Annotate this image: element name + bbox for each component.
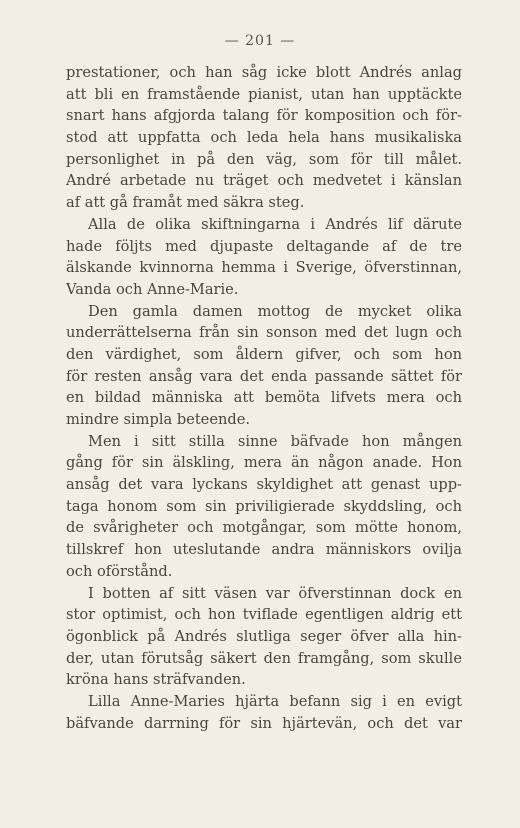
text-line: taga honom som sin priviligierade skyddsling, och [66,497,462,515]
text-line: Lilla Anne-Maries hjärta befann sig i en evigt [88,692,462,710]
text-line: Alla de olika skiftningarna i Andrés lif därute [88,215,462,233]
text-line: Vanda och Anne-Marie. [66,280,239,298]
text-line: André arbetade nu träget och medvetet i känslan [66,172,462,190]
text-line: Men i sitt stilla sinne bäfvade hon mången [88,432,462,450]
text-line: ansåg det vara lyckans skyldighet att genast upp- [66,476,462,494]
text-line: stor optimist, och hon tviflade egentligen aldrig ett [66,606,462,624]
text-line: gång för sin älskling, mera än någon anade. Hon [66,454,462,472]
page-number: — 201 — [224,33,296,49]
text-line: mindre simpla beteende. [66,411,250,428]
text-line: en bildad människa att bemöta lifvets mera och [66,389,462,407]
text-line: den värdighet, som åldern gifver, och som hon [66,345,462,363]
text-line: underrättelserna från sin sonson med det lugn och [66,324,462,342]
text-line: tillskref hon uteslutande andra människors ovilja [66,541,462,559]
text-line: bäfvande darrning för sin hjärtevän, och det var [66,714,462,732]
body-text [66,62,462,734]
text-line: för resten ansåg vara det enda passande sättet för [66,367,462,385]
text-line: Den gamla damen mottog de mycket olika [88,302,462,320]
text-line: kröna hans sträfvanden. [66,671,246,689]
text-line: stod att uppfatta och leda hela hans musikaliska [66,129,462,147]
text-line: snart hans afgjorda talang för komposition och för- [66,107,462,125]
text-line: I botten af sitt väsen var öfverstinnan dock en [88,584,462,602]
text-line: att bli en framstående pianist, utan han upptäckte [66,85,462,103]
text-line: af att gå framåt med säkra steg. [66,194,305,212]
text-line: hade följts med djupaste deltagande af de tre [66,237,462,255]
text-line: ögonblick på Andrés slutliga seger öfver alla hin- [66,627,462,645]
text-line: de svårigheter och motgångar, som mötte honom, [66,519,462,537]
text-line: der, utan förutsåg säkert den framgång, som skulle [66,649,462,667]
text-line: prestationer, och han såg icke blott Andrés anlag [66,64,462,81]
text-line: och oförstånd. [66,562,173,580]
text-line: älskande kvinnorna hemma i Sverige, öfverstinnan, [66,259,462,277]
text-line: personlighet in på den väg, som för till målet. [66,150,462,168]
